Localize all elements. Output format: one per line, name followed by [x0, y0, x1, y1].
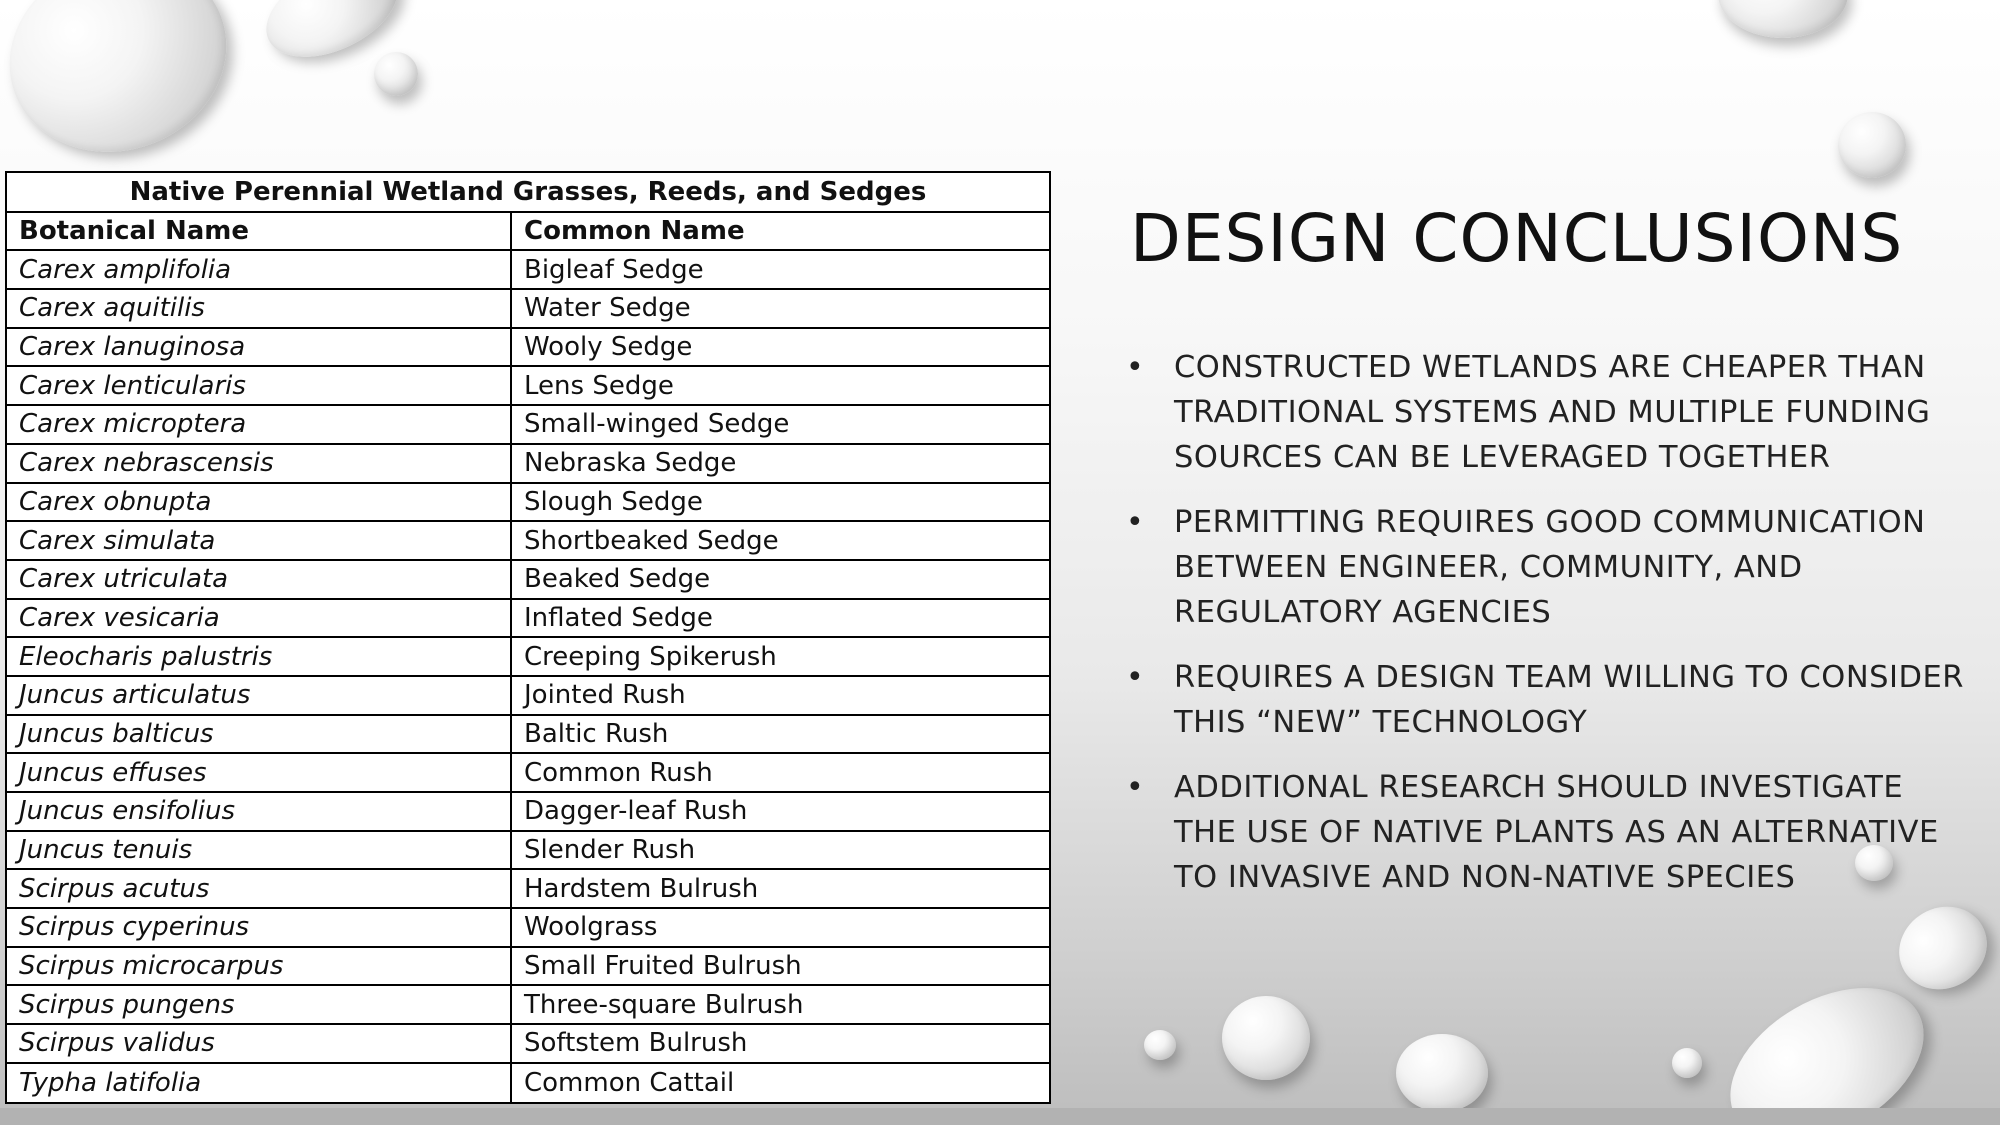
common-name-cell: Inflated Sedge [511, 599, 1049, 638]
water-drop-decoration [0, 0, 254, 182]
botanical-name-cell: Carex lanuginosa [7, 328, 511, 367]
common-name-cell: Shortbeaked Sedge [511, 521, 1049, 560]
table-row [7, 444, 1049, 483]
bullet-item [1126, 500, 1966, 635]
common-name-cell: Three-square Bulrush [511, 985, 1049, 1024]
bullet-dot-icon: • [1126, 350, 1145, 385]
common-name-cell: Bigleaf Sedge [511, 250, 1049, 289]
botanical-name-cell: Scirpus microcarpus [7, 947, 511, 986]
bullet-dot-icon: • [1126, 770, 1145, 805]
botanical-name-cell: Scirpus validus [7, 1024, 511, 1063]
common-name-cell: Small-winged Sedge [511, 405, 1049, 444]
common-name-cell: Nebraska Sedge [511, 444, 1049, 483]
common-name-cell: Softstem Bulrush [511, 1024, 1049, 1063]
column-header-common-name: Common Name [511, 212, 1049, 251]
table-row [7, 1063, 1049, 1102]
bullet-text: PERMITTING REQUIRES GOOD COMMUNICATION BETWEEN ENGINEER, COMMUNITY, AND REGULATORY AGENCIES [1174, 505, 1926, 630]
common-name-cell: Jointed Rush [511, 676, 1049, 715]
table-row [7, 405, 1049, 444]
table-body [7, 250, 1049, 1101]
column-header-botanical-name: Botanical Name [7, 212, 511, 251]
common-name-cell: Water Sedge [511, 289, 1049, 328]
table-row [7, 753, 1049, 792]
table-row [7, 250, 1049, 289]
table-row [7, 869, 1049, 908]
common-name-cell: Lens Sedge [511, 366, 1049, 405]
botanical-name-cell: Scirpus acutus [7, 869, 511, 908]
bullet-text: ADDITIONAL RESEARCH SHOULD INVESTIGATE THE USE OF NATIVE PLANTS AS AN ALTERNATIVE TO INVASIVE AND NON-NATIVE SPECIES [1174, 770, 1939, 895]
table-row [7, 366, 1049, 405]
common-name-cell: Wooly Sedge [511, 328, 1049, 367]
bullet-text: REQUIRES A DESIGN TEAM WILLING TO CONSIDER THIS “NEW” TECHNOLOGY [1174, 660, 1964, 740]
table-row [7, 483, 1049, 522]
water-drop-decoration [1672, 1048, 1702, 1078]
table-row [7, 985, 1049, 1024]
table-row [7, 1024, 1049, 1063]
table-caption: Native Perennial Wetland Grasses, Reeds, and Sedges [7, 173, 1049, 212]
bullet-dot-icon: • [1126, 660, 1145, 695]
botanical-name-cell: Carex vesicaria [7, 599, 511, 638]
common-name-cell: Woolgrass [511, 908, 1049, 947]
table-caption-row [7, 173, 1049, 212]
botanical-name-cell: Juncus balticus [7, 715, 511, 754]
botanical-name-cell: Typha latifolia [7, 1063, 511, 1102]
table-row [7, 676, 1049, 715]
table-header-row [7, 212, 1049, 251]
botanical-name-cell: Juncus ensifolius [7, 792, 511, 831]
common-name-cell: Hardstem Bulrush [511, 869, 1049, 908]
botanical-name-cell: Carex nebrascensis [7, 444, 511, 483]
table-row [7, 328, 1049, 367]
table-row [7, 560, 1049, 599]
water-drop-decoration [1396, 1034, 1488, 1112]
common-name-cell: Slough Sedge [511, 483, 1049, 522]
table-row [7, 792, 1049, 831]
common-name-cell: Beaked Sedge [511, 560, 1049, 599]
botanical-name-cell: Carex lenticularis [7, 366, 511, 405]
botanical-name-cell: Carex simulata [7, 521, 511, 560]
table-row [7, 947, 1049, 986]
table-row [7, 599, 1049, 638]
water-drop-decoration [1222, 996, 1310, 1080]
botanical-name-cell: Juncus articulatus [7, 676, 511, 715]
table-row [7, 715, 1049, 754]
botanical-name-cell: Scirpus cyperinus [7, 908, 511, 947]
bullet-list [1126, 345, 1966, 920]
botanical-name-cell: Scirpus pungens [7, 985, 511, 1024]
common-name-cell: Slender Rush [511, 831, 1049, 870]
bullet-item [1126, 345, 1966, 480]
table-row [7, 908, 1049, 947]
botanical-name-cell: Carex amplifolia [7, 250, 511, 289]
bullet-item [1126, 765, 1966, 900]
table-row [7, 831, 1049, 870]
slide-title: DESIGN CONCLUSIONS [1130, 200, 1904, 277]
botanical-name-cell: Carex utriculata [7, 560, 511, 599]
botanical-name-cell: Carex aquitilis [7, 289, 511, 328]
botanical-name-cell: Juncus effuses [7, 753, 511, 792]
common-name-cell: Creeping Spikerush [511, 637, 1049, 676]
plant-table [5, 171, 1051, 1104]
bullet-dot-icon: • [1126, 505, 1145, 540]
common-name-cell: Baltic Rush [511, 715, 1049, 754]
water-drop-decoration [1838, 112, 1906, 178]
water-drop-decoration [374, 52, 418, 96]
bullet-item [1126, 655, 1966, 745]
plant-table-grid [7, 173, 1049, 1102]
table-row [7, 521, 1049, 560]
table-row [7, 637, 1049, 676]
common-name-cell: Small Fruited Bulrush [511, 947, 1049, 986]
bullet-text: CONSTRUCTED WETLANDS ARE CHEAPER THAN TRADITIONAL SYSTEMS AND MULTIPLE FUNDING SOURCES CAN BE LEVERAGED TOGETHER [1174, 350, 1931, 475]
botanical-name-cell: Carex microptera [7, 405, 511, 444]
footer-bar [0, 1108, 2000, 1125]
common-name-cell: Dagger-leaf Rush [511, 792, 1049, 831]
water-drop-decoration [1718, 0, 1848, 38]
botanical-name-cell: Carex obnupta [7, 483, 511, 522]
botanical-name-cell: Eleocharis palustris [7, 637, 511, 676]
botanical-name-cell: Juncus tenuis [7, 831, 511, 870]
common-name-cell: Common Rush [511, 753, 1049, 792]
common-name-cell: Common Cattail [511, 1063, 1049, 1102]
table-row [7, 289, 1049, 328]
water-drop-decoration [1144, 1030, 1176, 1060]
